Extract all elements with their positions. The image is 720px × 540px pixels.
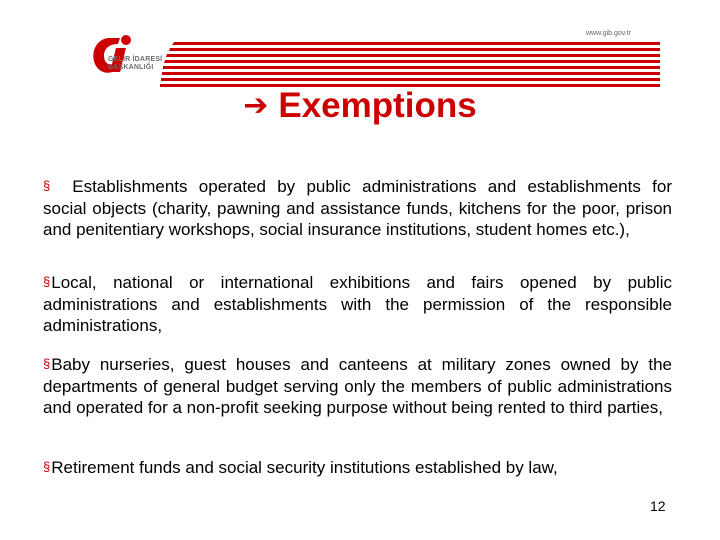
square-bullet-icon: § <box>43 459 51 474</box>
square-bullet-icon: § <box>43 274 51 289</box>
website-url: www.gib.gov.tr <box>586 30 631 37</box>
paragraph-1 <box>43 175 672 241</box>
page-number: 12 <box>650 498 666 514</box>
paragraph-4-text: Retirement funds and social security institutions established by law, <box>51 458 558 477</box>
header-stripes <box>160 42 660 88</box>
paragraph-4 <box>43 456 672 479</box>
square-bullet-icon: § <box>43 178 51 193</box>
paragraph-3 <box>43 353 672 419</box>
slide-title-row <box>0 86 720 126</box>
paragraph-2 <box>43 271 672 337</box>
logo-text-line-1: GELİR İDARESİ <box>108 56 163 63</box>
paragraph-2-text: Local, national or international exhibitions and fairs opened by public administrations and establishments with the permission of the responsible administrations, <box>43 273 672 335</box>
paragraph-1-text: Establishments operated by public administrations and establishments for social objects (charity, pawning and assistance funds, kitchens for the poor, prison and penitentiary workshops, social insurance institutions, student homes etc.), <box>43 177 672 239</box>
paragraph-3-text: Baby nurseries, guest houses and canteens at military zones owned by the departments of general budget serving only the members of public administrations and operated for a non-profit seeking purpose without being rented to third parties, <box>43 355 672 417</box>
square-bullet-icon: § <box>43 356 51 371</box>
arrow-right-icon: ➔ <box>243 89 269 122</box>
logo-text-line-2: BAŞKANLIĞI <box>108 64 154 71</box>
slide-title: Exemptions <box>278 86 477 125</box>
